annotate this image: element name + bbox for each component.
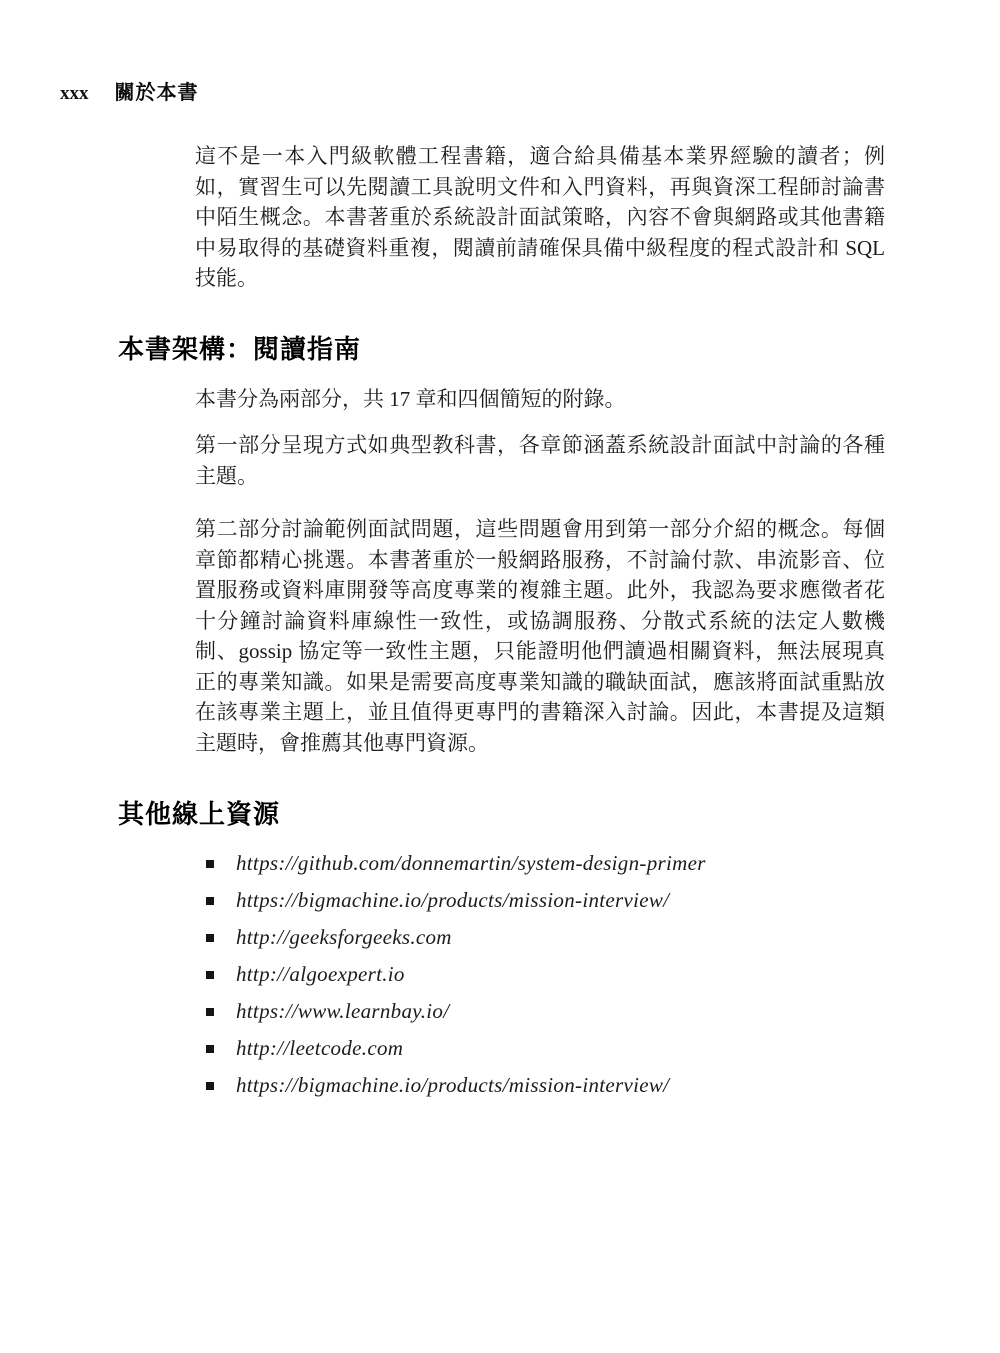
paragraph-part-one bbox=[195, 430, 885, 491]
resource-url: https://github.com/donnemartin/system-design-primer bbox=[236, 851, 706, 875]
text-line: 本書分為兩部分，共 17 章和四個簡短的附錄。 bbox=[195, 387, 626, 411]
resource-url: https://www.learnbay.io/ bbox=[236, 999, 450, 1023]
list-item bbox=[206, 1030, 706, 1067]
paragraph-two-parts bbox=[195, 384, 885, 415]
list-item bbox=[206, 845, 706, 882]
text-line: 制、gossip 協定等一致性主題，只能證明他們讀過相關資料，無法展現真 bbox=[195, 639, 885, 663]
list-item bbox=[206, 919, 706, 956]
resource-url: http://algoexpert.io bbox=[236, 962, 405, 986]
paragraph-part-two bbox=[195, 514, 885, 758]
resource-links-list bbox=[206, 845, 706, 1104]
bullet-square-icon bbox=[206, 1082, 214, 1090]
list-item bbox=[206, 882, 706, 919]
section-heading-online-resources: 其他線上資源 bbox=[118, 799, 281, 829]
text-line: 如，實習生可以先閱讀工具說明文件和入門資料，再與資深工程師討論書 bbox=[195, 174, 885, 199]
text-line: 這不是一本入門級軟體工程書籍，適合給具備基本業界經驗的讀者；例 bbox=[195, 144, 885, 168]
text-line: 章節都精心挑選。本書著重於一般網路服務，不討論付款、串流影音、位 bbox=[195, 547, 885, 572]
bullet-square-icon bbox=[206, 934, 214, 942]
page-number: xxx bbox=[60, 83, 89, 104]
text-line: 置服務或資料庫開發等高度專業的複雜主題。此外，我認為要求應徵者花 bbox=[195, 578, 885, 602]
intro-paragraph bbox=[195, 141, 885, 294]
list-item bbox=[206, 993, 706, 1030]
bullet-square-icon bbox=[206, 860, 214, 868]
bullet-square-icon bbox=[206, 1008, 214, 1016]
list-item bbox=[206, 956, 706, 993]
bullet-square-icon bbox=[206, 897, 214, 905]
resource-url: http://leetcode.com bbox=[236, 1036, 404, 1060]
text-line: 主題時，會推薦其他專門資源。 bbox=[195, 730, 489, 755]
text-line: 第一部分呈現方式如典型教科書，各章節涵蓋系統設計面試中討論的各種 bbox=[195, 433, 885, 457]
text-line: 在該專業主題上，並且值得更專門的書籍深入討論。因此，本書提及這類 bbox=[195, 700, 885, 724]
section-heading-book-structure: 本書架構：閱讀指南 bbox=[118, 334, 362, 364]
text-line: 正的專業知識。如果是需要高度專業知識的職缺面試，應該將面試重點放 bbox=[195, 669, 885, 694]
resource-url: http://geeksforgeeks.com bbox=[236, 925, 452, 949]
resource-url: https://bigmachine.io/products/mission-interview/ bbox=[236, 1073, 670, 1097]
resource-url: https://bigmachine.io/products/mission-interview/ bbox=[236, 888, 670, 912]
running-title: 關於本書 bbox=[114, 82, 199, 104]
bullet-square-icon bbox=[206, 971, 214, 979]
text-line: 技能。 bbox=[195, 266, 258, 290]
text-line: 主題。 bbox=[195, 463, 258, 488]
text-line: 第二部分討論範例面試問題，這些問題會用到第一部分介紹的概念。每個 bbox=[195, 517, 885, 541]
text-line: 中陌生概念。本書著重於系統設計面試策略，內容不會與網路或其他書籍 bbox=[195, 205, 885, 229]
bullet-square-icon bbox=[206, 1045, 214, 1053]
list-item bbox=[206, 1067, 706, 1104]
running-header bbox=[60, 76, 199, 105]
text-line: 十分鐘討論資料庫線性一致性，或協調服務、分散式系統的法定人數機 bbox=[195, 608, 885, 633]
text-line: 中易取得的基礎資料重複，閱讀前請確保具備中級程度的程式設計和 SQL bbox=[195, 235, 885, 260]
